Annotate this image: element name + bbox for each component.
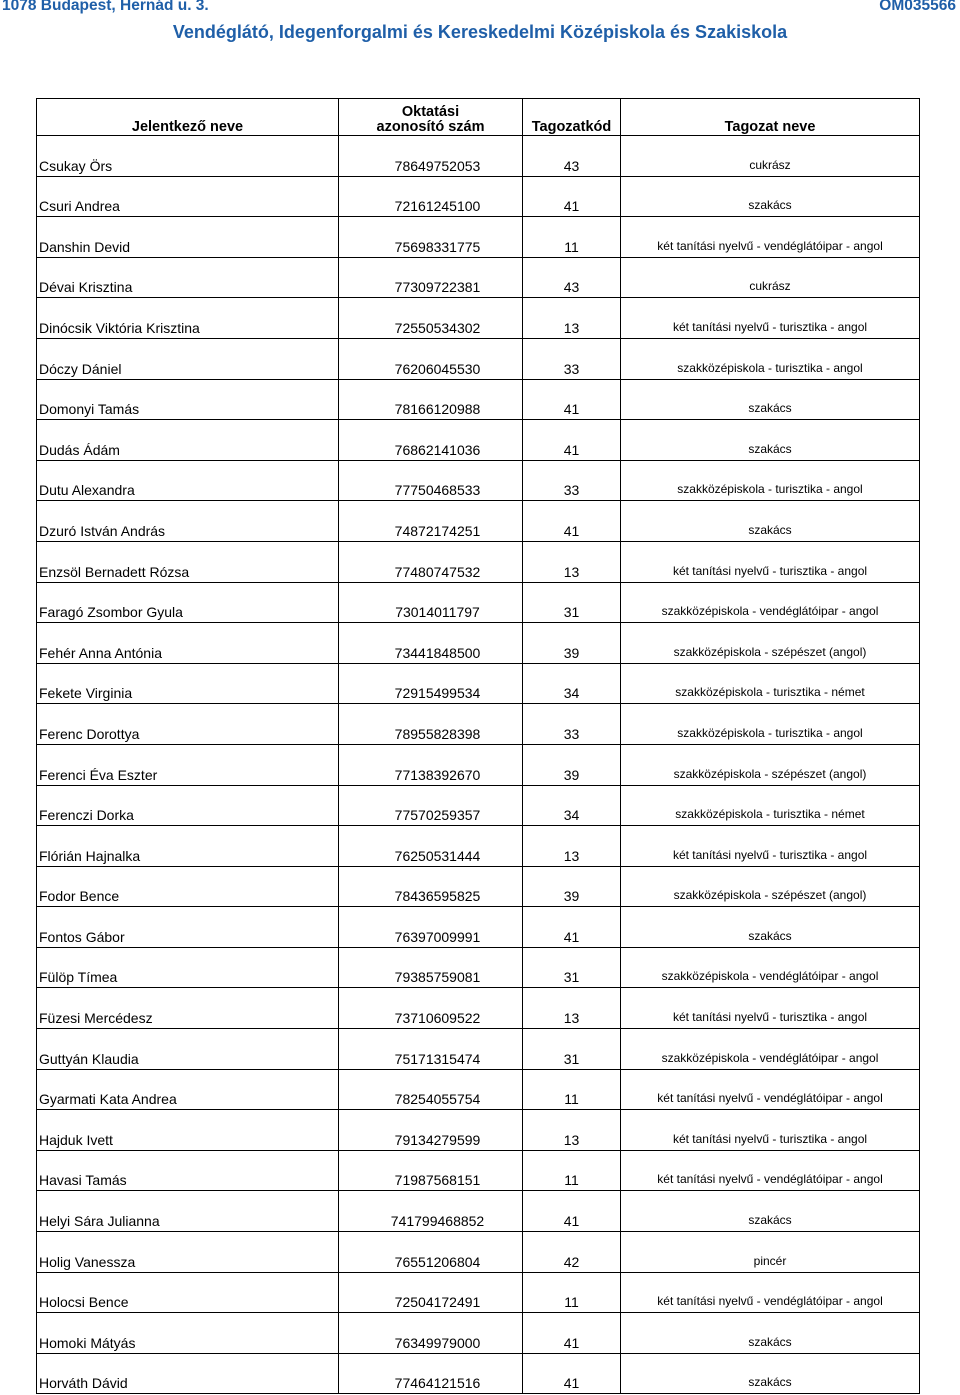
student-id-cell: 73441848500 [339, 623, 523, 664]
table-row [37, 947, 920, 988]
applicant-name-cell: Ferenczi Dorka [37, 785, 339, 826]
dept-code-cell: 39 [523, 744, 621, 785]
dept-code-cell: 33 [523, 704, 621, 745]
applicant-name-cell: Enzsöl Bernadett Rózsa [37, 541, 339, 582]
dept-name-cell: két tanítási nyelvű - turisztika - angol [621, 541, 920, 582]
table-row [37, 257, 920, 298]
table-row [37, 1353, 920, 1394]
dept-code-cell: 42 [523, 1232, 621, 1273]
table-row [37, 541, 920, 582]
student-id-cell: 76551206804 [339, 1232, 523, 1273]
student-id-cell: 77750468533 [339, 460, 523, 501]
applicant-name-cell: Dzuró István András [37, 501, 339, 542]
table-row [37, 826, 920, 867]
table-row [37, 217, 920, 258]
dept-code-cell: 33 [523, 338, 621, 379]
applicant-name-cell: Dévai Krisztina [37, 257, 339, 298]
dept-name-cell: két tanítási nyelvű - vendéglátóipar - angol [621, 217, 920, 258]
student-id-cell: 741799468852 [339, 1191, 523, 1232]
dept-name-cell: szakács [621, 379, 920, 420]
dept-name-cell: szakács [621, 501, 920, 542]
student-id-cell: 72504172491 [339, 1272, 523, 1313]
table-row [37, 501, 920, 542]
dept-name-cell: két tanítási nyelvű - vendéglátóipar - angol [621, 1069, 920, 1110]
table-row [37, 1029, 920, 1070]
applicant-name-cell: Ferenc Dorottya [37, 704, 339, 745]
dept-code-cell: 43 [523, 136, 621, 177]
dept-code-cell: 11 [523, 1272, 621, 1313]
applicant-name-cell: Horváth Dávid [37, 1353, 339, 1394]
school-name: Vendéglátó, Idegenforgalmi és Kereskedelmi Középiskola és Szakiskola [172, 22, 788, 42]
applicant-name-cell: Dutu Alexandra [37, 460, 339, 501]
student-id-cell: 72550534302 [339, 298, 523, 339]
dept-code-cell: 11 [523, 217, 621, 258]
table-row [37, 420, 920, 461]
table-row [37, 907, 920, 948]
applicant-name-cell: Dudás Ádám [37, 420, 339, 461]
applicant-name-cell: Homoki Mátyás [37, 1313, 339, 1354]
dept-name-cell: szakács [621, 420, 920, 461]
dept-name-cell: két tanítási nyelvű - turisztika - angol [621, 298, 920, 339]
table-row [37, 582, 920, 623]
student-id-cell: 72915499534 [339, 663, 523, 704]
student-id-cell: 78955828398 [339, 704, 523, 745]
dept-name-cell: szakközépiskola - turisztika - angol [621, 704, 920, 745]
applicant-name-cell: Domonyi Tamás [37, 379, 339, 420]
dept-code-cell: 13 [523, 298, 621, 339]
student-id-cell: 76206045530 [339, 338, 523, 379]
column-header-code: Tagozatkód [523, 99, 621, 136]
table-body [37, 136, 920, 1394]
table-row [37, 379, 920, 420]
dept-code-cell: 13 [523, 988, 621, 1029]
dept-name-cell: két tanítási nyelvű - vendéglátóipar - angol [621, 1150, 920, 1191]
dept-name-cell: szakács [621, 1353, 920, 1394]
dept-code-cell: 33 [523, 460, 621, 501]
student-id-cell: 78436595825 [339, 866, 523, 907]
column-header-id-text: Oktatási azonosító szám [376, 104, 485, 135]
student-id-cell: 73710609522 [339, 988, 523, 1029]
dept-name-cell: szakközépiskola - turisztika - német [621, 663, 920, 704]
dept-name-cell: cukrász [621, 136, 920, 177]
dept-code-cell: 31 [523, 582, 621, 623]
student-id-cell: 73014011797 [339, 582, 523, 623]
student-id-cell: 77309722381 [339, 257, 523, 298]
column-header-id [339, 99, 523, 136]
applicant-name-cell: Havasi Tamás [37, 1150, 339, 1191]
dept-code-cell: 43 [523, 257, 621, 298]
dept-code-cell: 41 [523, 501, 621, 542]
student-id-cell: 71987568151 [339, 1150, 523, 1191]
student-id-cell: 76349979000 [339, 1313, 523, 1354]
dept-code-cell: 31 [523, 1029, 621, 1070]
dept-code-cell: 41 [523, 907, 621, 948]
applicants-table [36, 98, 920, 1394]
table-row [37, 338, 920, 379]
table-row [37, 136, 920, 177]
dept-code-cell: 39 [523, 623, 621, 664]
applicant-name-cell: Guttyán Klaudia [37, 1029, 339, 1070]
dept-code-cell: 34 [523, 663, 621, 704]
applicant-name-cell: Csukay Örs [37, 136, 339, 177]
applicant-name-cell: Danshin Devid [37, 217, 339, 258]
dept-name-cell: szakközépiskola - vendéglátóipar - angol [621, 947, 920, 988]
dept-code-cell: 31 [523, 947, 621, 988]
applicant-name-cell: Fodor Bence [37, 866, 339, 907]
applicant-name-cell: Dóczy Dániel [37, 338, 339, 379]
applicant-name-cell: Ferenci Éva Eszter [37, 744, 339, 785]
student-id-cell: 78649752053 [339, 136, 523, 177]
om-code: OM035566 [879, 0, 956, 14]
applicant-name-cell: Faragó Zsombor Gyula [37, 582, 339, 623]
column-header-dept: Tagozat neve [621, 99, 920, 136]
dept-code-cell: 41 [523, 1353, 621, 1394]
dept-name-cell: két tanítási nyelvű - turisztika - angol [621, 826, 920, 867]
table-row [37, 988, 920, 1029]
table-row [37, 1150, 920, 1191]
applicant-name-cell: Csuri Andrea [37, 176, 339, 217]
dept-code-cell: 41 [523, 379, 621, 420]
table-row [37, 663, 920, 704]
table-row [37, 785, 920, 826]
applicant-name-cell: Fontos Gábor [37, 907, 339, 948]
dept-name-cell: cukrász [621, 257, 920, 298]
student-id-cell: 76250531444 [339, 826, 523, 867]
dept-code-cell: 13 [523, 826, 621, 867]
dept-code-cell: 41 [523, 1313, 621, 1354]
student-id-cell: 78254055754 [339, 1069, 523, 1110]
applicant-name-cell: Holig Vanessza [37, 1232, 339, 1273]
table-row [37, 1069, 920, 1110]
dept-name-cell: szakács [621, 1191, 920, 1232]
applicant-name-cell: Füzesi Mercédesz [37, 988, 339, 1029]
dept-code-cell: 41 [523, 1191, 621, 1232]
applicant-name-cell: Helyi Sára Julianna [37, 1191, 339, 1232]
dept-code-cell: 13 [523, 541, 621, 582]
applicant-name-cell: Gyarmati Kata Andrea [37, 1069, 339, 1110]
table-row [37, 460, 920, 501]
column-header-name: Jelentkező neve [37, 99, 339, 136]
table-header-row [37, 99, 920, 136]
student-id-cell: 77480747532 [339, 541, 523, 582]
dept-name-cell: szakközépiskola - turisztika - angol [621, 338, 920, 379]
dept-code-cell: 11 [523, 1069, 621, 1110]
dept-name-cell: szakközépiskola - turisztika - német [621, 785, 920, 826]
dept-code-cell: 34 [523, 785, 621, 826]
student-id-cell: 76397009991 [339, 907, 523, 948]
table-row [37, 298, 920, 339]
dept-name-cell: két tanítási nyelvű - turisztika - angol [621, 988, 920, 1029]
applicant-name-cell: Holocsi Bence [37, 1272, 339, 1313]
table-row [37, 1313, 920, 1354]
dept-code-cell: 13 [523, 1110, 621, 1151]
school-address: 1078 Budapest, Hernád u. 3. [2, 0, 209, 14]
table-row [37, 866, 920, 907]
dept-code-cell: 41 [523, 176, 621, 217]
dept-name-cell: szakács [621, 907, 920, 948]
dept-name-cell: szakközépiskola - szépészet (angol) [621, 866, 920, 907]
table-row [37, 1191, 920, 1232]
dept-name-cell: szakközépiskola - vendéglátóipar - angol [621, 1029, 920, 1070]
table-row [37, 704, 920, 745]
student-id-cell: 74872174251 [339, 501, 523, 542]
dept-name-cell: két tanítási nyelvű - turisztika - angol [621, 1110, 920, 1151]
applicant-name-cell: Fekete Virginia [37, 663, 339, 704]
dept-code-cell: 39 [523, 866, 621, 907]
student-id-cell: 76862141036 [339, 420, 523, 461]
student-id-cell: 75698331775 [339, 217, 523, 258]
dept-name-cell: szakközépiskola - vendéglátóipar - angol [621, 582, 920, 623]
table-row [37, 176, 920, 217]
table-row [37, 623, 920, 664]
dept-code-cell: 41 [523, 420, 621, 461]
dept-name-cell: pincér [621, 1232, 920, 1273]
student-id-cell: 77138392670 [339, 744, 523, 785]
page-header [0, 0, 960, 22]
table-row [37, 744, 920, 785]
dept-name-cell: szakközépiskola - szépészet (angol) [621, 744, 920, 785]
student-id-cell: 77570259357 [339, 785, 523, 826]
dept-name-cell: szakközépiskola - turisztika - angol [621, 460, 920, 501]
applicant-name-cell: Fehér Anna Antónia [37, 623, 339, 664]
student-id-cell: 79385759081 [339, 947, 523, 988]
student-id-cell: 75171315474 [339, 1029, 523, 1070]
applicant-name-cell: Flórián Hajnalka [37, 826, 339, 867]
dept-name-cell: két tanítási nyelvű - vendéglátóipar - angol [621, 1272, 920, 1313]
table-row [37, 1232, 920, 1273]
student-id-cell: 77464121516 [339, 1353, 523, 1394]
student-id-cell: 79134279599 [339, 1110, 523, 1151]
dept-code-cell: 11 [523, 1150, 621, 1191]
student-id-cell: 78166120988 [339, 379, 523, 420]
applicant-name-cell: Hajduk Ivett [37, 1110, 339, 1151]
student-id-cell: 72161245100 [339, 176, 523, 217]
table-row [37, 1272, 920, 1313]
table-row [37, 1110, 920, 1151]
applicant-name-cell: Fülöp Tímea [37, 947, 339, 988]
dept-name-cell: szakács [621, 1313, 920, 1354]
dept-name-cell: szakközépiskola - szépészet (angol) [621, 623, 920, 664]
dept-name-cell: szakács [621, 176, 920, 217]
applicant-name-cell: Dinócsik Viktória Krisztina [37, 298, 339, 339]
